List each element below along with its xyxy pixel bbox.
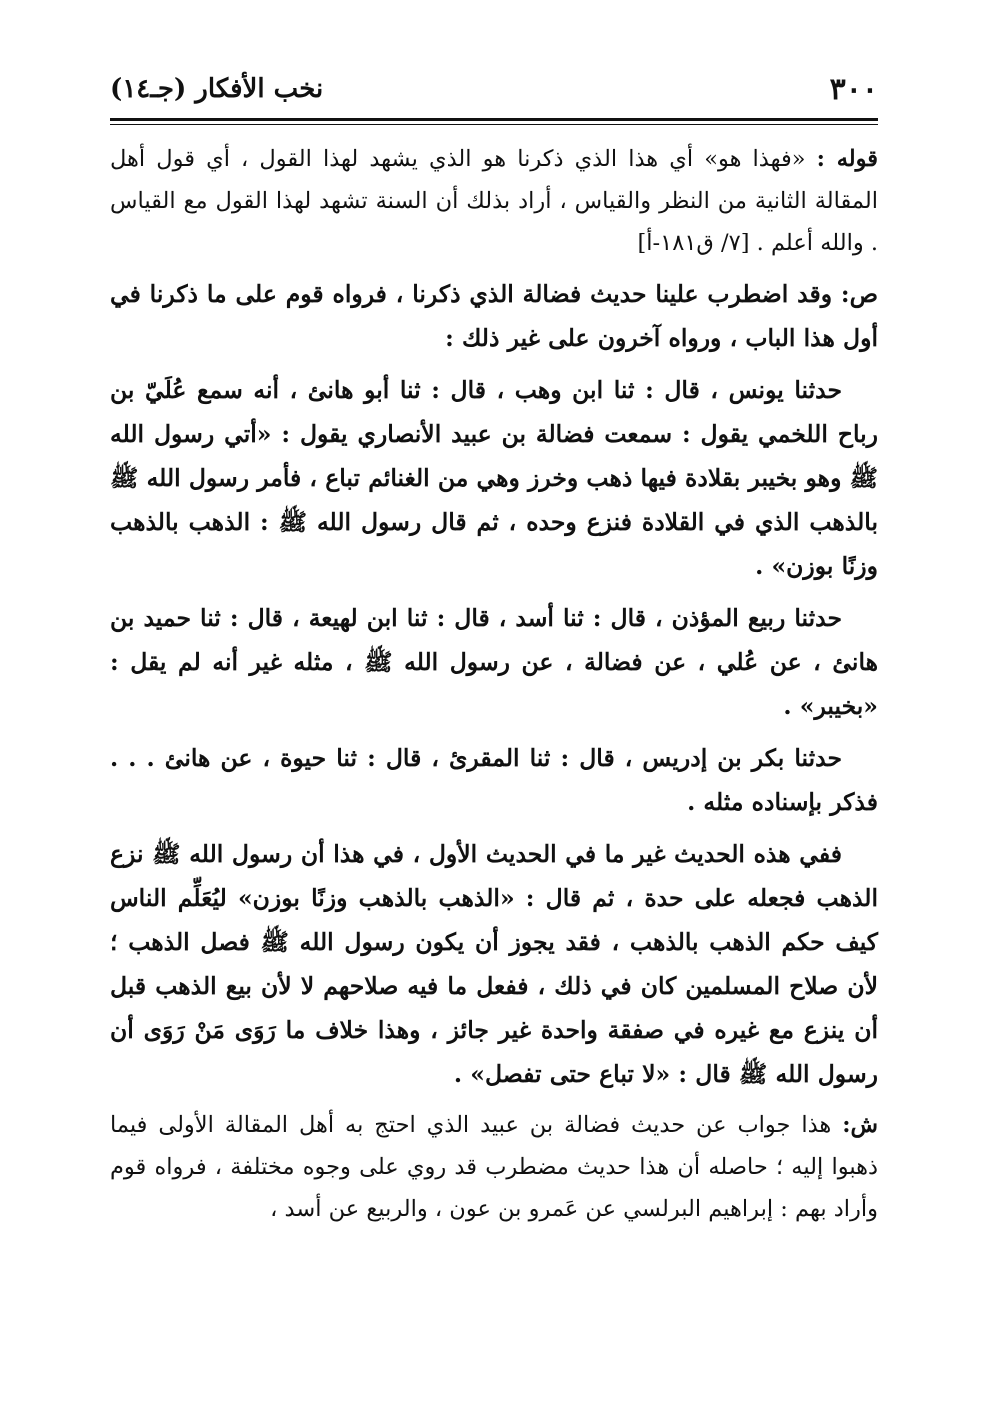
page: [110, 60, 878, 1380]
paragraph-analysis: [110, 832, 878, 1096]
header-rule-thick: [110, 118, 878, 121]
paragraph-matn-intro: [110, 272, 878, 360]
text-body: [110, 138, 878, 1238]
paragraph-hadith-1: [110, 368, 878, 588]
paragraph-commentary-2: [110, 1104, 878, 1230]
paragraph-text: حدثنا بكر بن إدريس ، قال : ثنا المقرئ ، قال : ثنا حيوة ، عن هانئ . . . فذكر بإسناده مثله .: [110, 744, 878, 816]
paragraph-text: «فهذا هو» أي هذا الذي ذكرنا هو الذي يشهد لهذا القول ، أي قول أهل المقالة الثانية من النظر والقياس ، أراد بذلك أن السنة تشهد لهذا القول مع القياس . والله أعلم . [٧/ ق١٨١-أ]: [110, 146, 878, 256]
paragraph-lead: ص:: [840, 280, 878, 308]
paragraph-lead: ش:: [842, 1112, 878, 1138]
paragraph-commentary-1: [110, 138, 878, 264]
page-number: ٣٠٠: [829, 72, 878, 107]
paragraph-text: حدثنا يونس ، قال : ثنا ابن وهب ، قال : ثنا أبو هانئ ، أنه سمع عُلَيّ بن رباح اللخمي يقول : سمعت فضالة بن عبيد الأنصاري يقول : «أتي رسول الله ﷺ وهو بخيبر بقلادة فيها ذهب وخرز وهي من الغنائم تباع ، فأمر رسول الله ﷺ بالذهب الذي في القلادة فنزع وحده ، ثم قال رسول الله ﷺ : الذهب بالذهب وزنًا بوزن» .: [110, 376, 878, 580]
paragraph-lead: قوله :: [816, 146, 879, 172]
running-title: نخب الأفكار (جـ١٤): [110, 74, 324, 104]
paragraph-hadith-3: [110, 736, 878, 824]
paragraph-text: هذا جواب عن حديث فضالة بن عبيد الذي احتج به أهل المقالة الأولى فيما ذهبوا إليه ؛ حاصله أن هذا حديث مضطرب قد روي على وجوه مختلفة ، فرواه قوم وأراد بهم : إبراهيم البرلسي عن عَمرو بن عون ، والربيع عن أسد ،: [110, 1112, 879, 1222]
page-header: [110, 60, 878, 116]
paragraph-hadith-2: [110, 596, 878, 728]
paragraph-text: ففي هذه الحديث غير ما في الحديث الأول ، في هذا أن رسول الله ﷺ نزع الذهب فجعله على حدة ، ثم قال : «الذهب بالذهب وزنًا بوزن» ليُعَلِّم الناس كيف حكم الذهب بالذهب ، فقد يجوز أن يكون رسول الله ﷺ فصل الذهب ؛ لأن صلاح المسلمين كان في ذلك ، ففعل ما فيه صلاحهم لا لأن بيع الذهب قبل أن ينزع مع غيره في صفقة واحدة غير جائز ، وهذا خلاف ما رَوَى مَنْ رَوَى أن رسول الله ﷺ قال : «لا تباع حتى تفصل» .: [110, 840, 878, 1088]
paragraph-text: حدثنا ربيع المؤذن ، قال : ثنا أسد ، قال : ثنا ابن لهيعة ، قال : ثنا حميد بن هانئ ، عن عُلي ، عن فضالة ، عن رسول الله ﷺ ، مثله غير أنه لم يقل : «بخيبر» .: [110, 604, 878, 720]
header-rule-thin: [110, 124, 878, 125]
paragraph-text: وقد اضطرب علينا حديث فضالة الذي ذكرنا ، فرواه قوم على ما ذكرنا في أول هذا الباب ، ورواه آخرون على غير ذلك :: [110, 280, 878, 352]
